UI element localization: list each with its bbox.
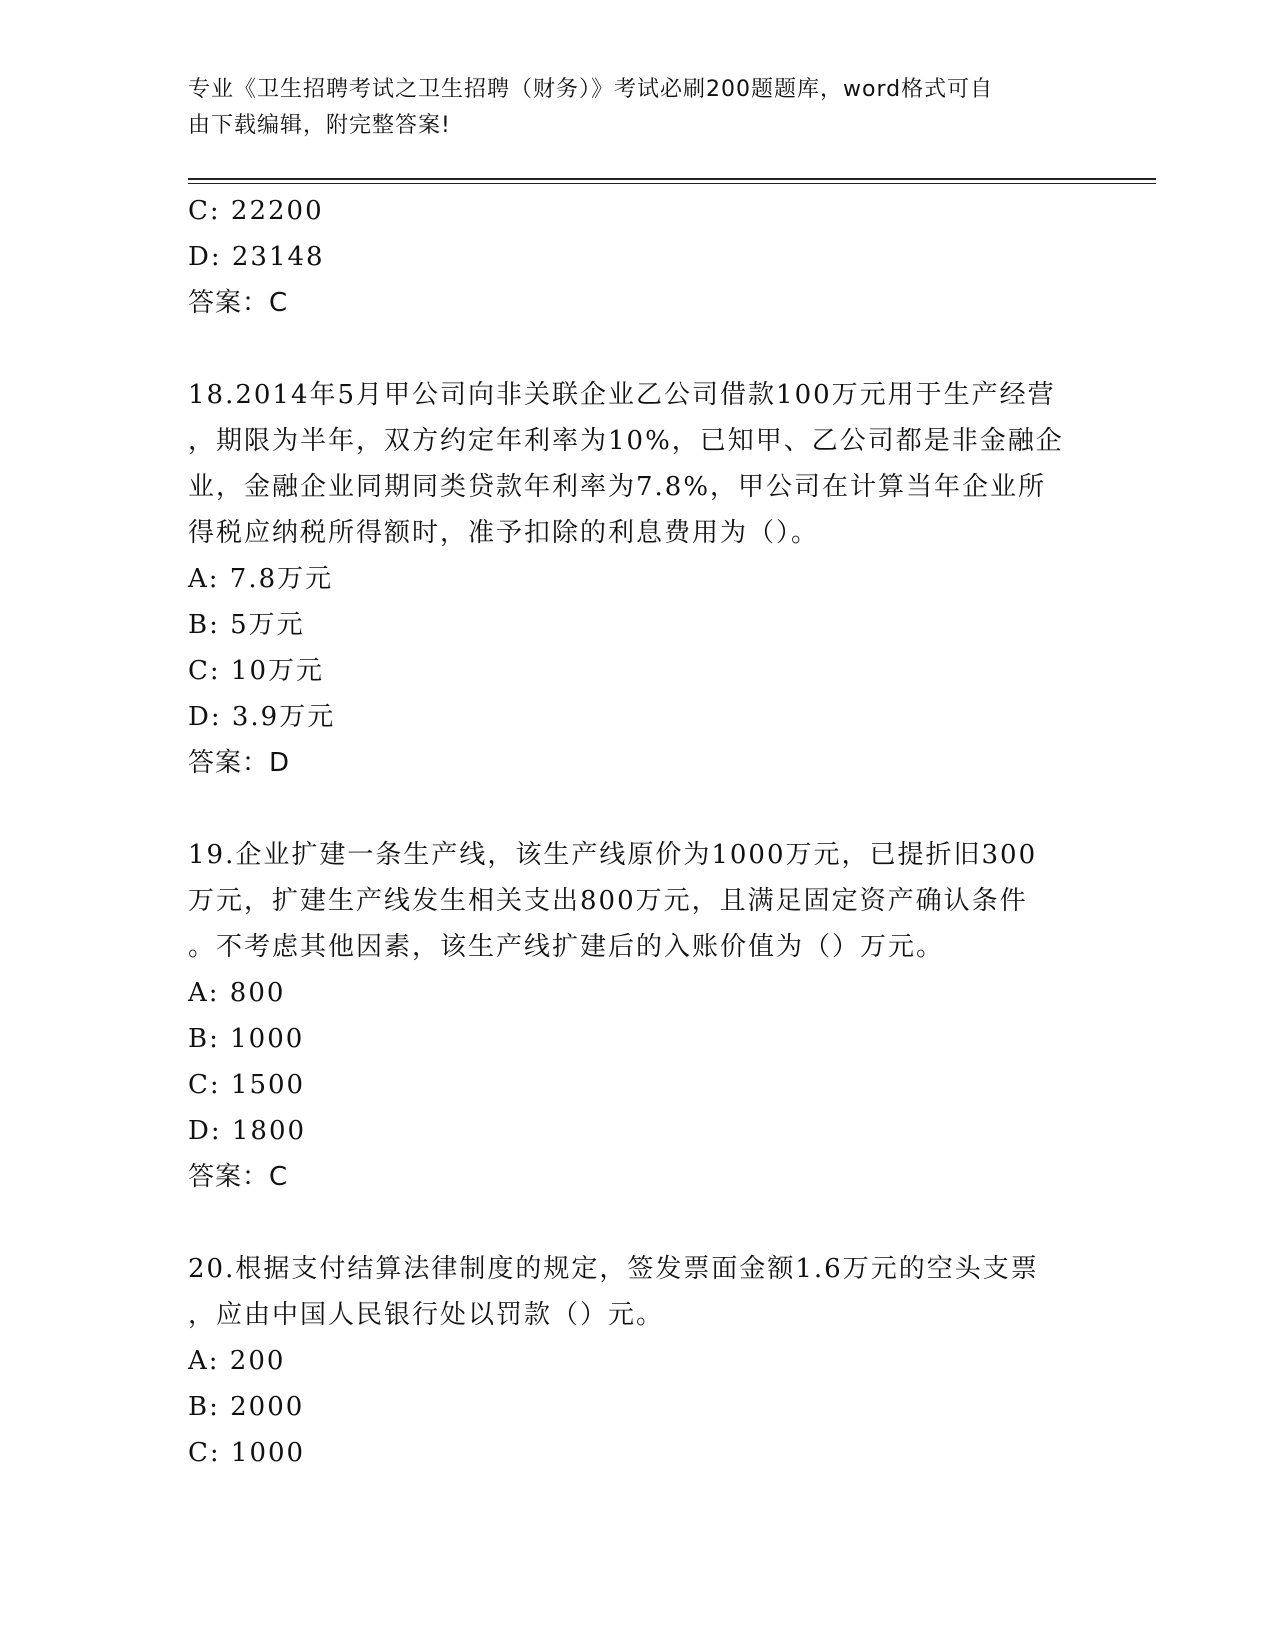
option-a: A: 800: [188, 978, 286, 1008]
option-b: B: 1000: [188, 1024, 305, 1054]
question-20-text: [188, 1246, 1088, 1338]
option-b: B: 5万元: [188, 610, 305, 640]
question-text-line: 18.2014年5月甲公司向非关联企业乙公司借款100万元用于生产经营: [188, 380, 1056, 410]
answer-line: 答案：C: [188, 1162, 289, 1192]
question-text-line: 业，金融企业同期同类贷款年利率为7.8%，甲公司在计算当年企业所: [188, 472, 1047, 502]
option-c: C: 10万元: [188, 656, 325, 686]
question-text-line: 20.根据支付结算法律制度的规定，签发票面金额1.6万元的空头支票: [188, 1254, 1039, 1284]
question-text-line: 万元，扩建生产线发生相关支出800万元，且满足固定资产确认条件: [188, 886, 1028, 916]
option-b: B: 2000: [188, 1392, 305, 1422]
option-a: A: 200: [188, 1346, 286, 1376]
document-header: [188, 72, 1068, 144]
header-line-2: 由下载编辑，附完整答案!: [188, 113, 451, 138]
option-d: D: 3.9万元: [188, 702, 336, 732]
option-a: A: 7.8万元: [188, 564, 334, 594]
spacer: [188, 1200, 1088, 1246]
question-text-line: 19.企业扩建一条生产线，该生产线原价为1000万元，已提折旧300: [188, 840, 1038, 870]
document-body: [188, 188, 1088, 1476]
option-c: C: 1500: [188, 1070, 306, 1100]
option-d: D: 1800: [188, 1116, 307, 1146]
question-text-line: 得税应纳税所得额时，准予扣除的利息费用为（）。: [188, 518, 820, 548]
question-text-line: 。不考虑其他因素，该生产线扩建后的入账价值为（）万元。: [188, 932, 945, 962]
header-line-1: 专业《卫生招聘考试之卫生招聘（财务）》考试必刷200题题库，word格式可自: [188, 77, 994, 102]
question-19-text: [188, 832, 1088, 970]
answer-line: 答案：D: [188, 748, 291, 778]
answer-line: 答案：C: [188, 288, 289, 318]
question-text-line: ，应由中国人民银行处以罚款（）元。: [188, 1300, 665, 1330]
question-text-line: ，期限为半年，双方约定年利率为10%，已知甲、乙公司都是非金融企: [188, 426, 1064, 456]
header-divider-thin: [188, 183, 1156, 184]
spacer: [188, 326, 1088, 372]
option-d: D: 23148: [188, 242, 325, 272]
question-18-text: [188, 372, 1088, 556]
header-divider-thick: [188, 178, 1156, 180]
spacer: [188, 786, 1088, 832]
option-c: C: 22200: [188, 196, 324, 226]
option-c: C: 1000: [188, 1438, 306, 1468]
